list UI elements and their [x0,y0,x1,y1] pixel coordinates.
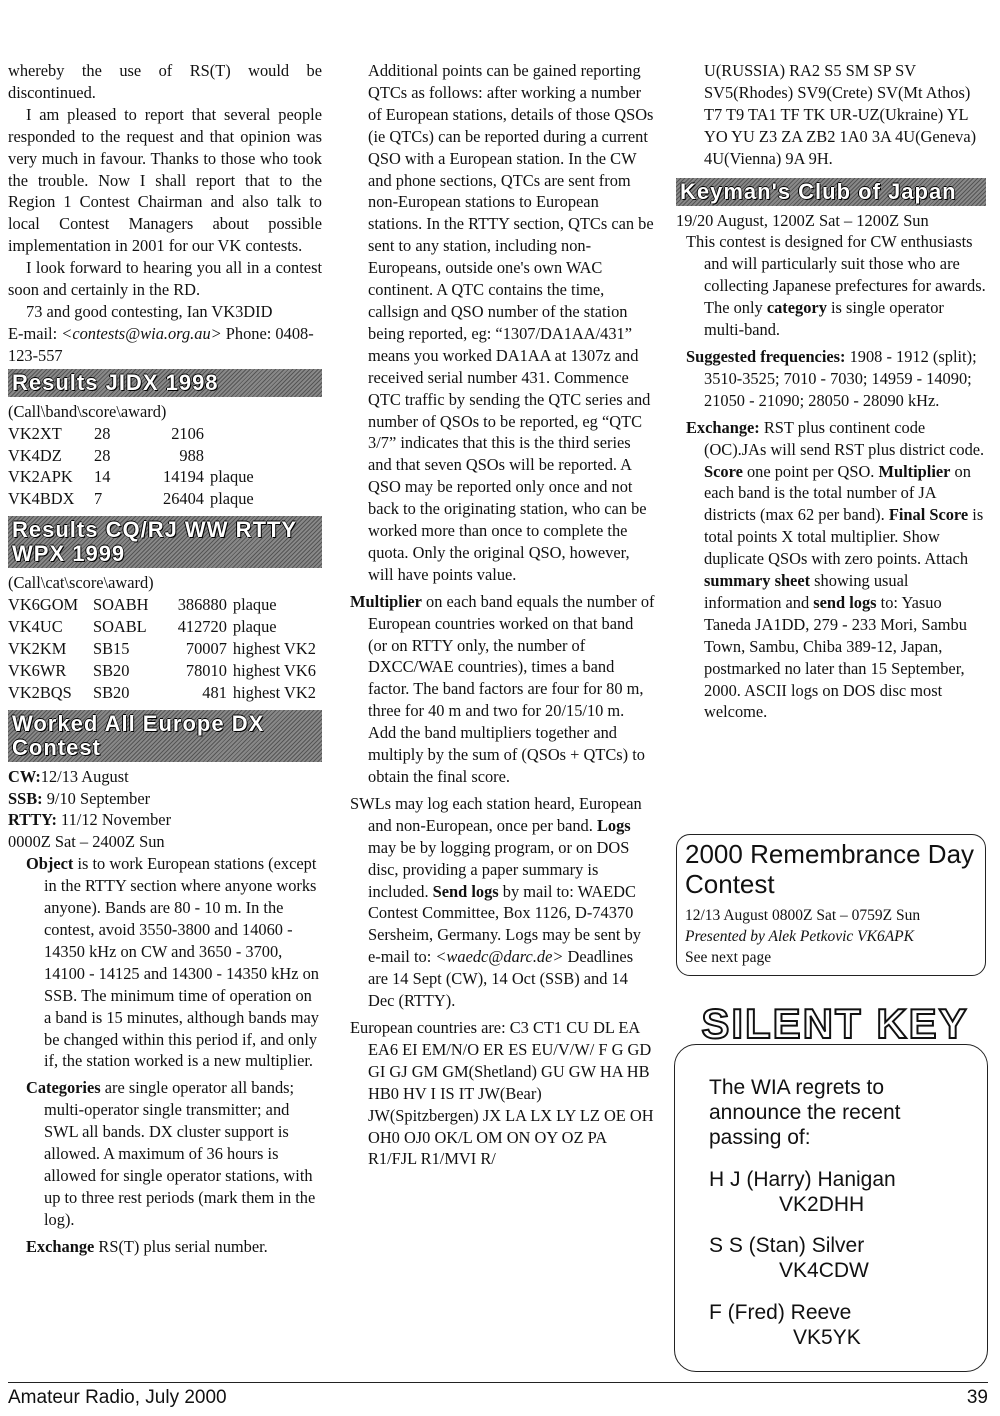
page-number: 39 [966,1387,988,1408]
award-cell: highest VK2 [232,638,316,658]
category-cell: SB20 [92,682,130,702]
silent-key-box [674,1044,988,1372]
contest-email: <contests@wia.org.au> [61,323,222,343]
award-cell [204,423,320,445]
result-row [8,616,322,638]
award-cell: highest VK2 [232,682,316,702]
callsign-cell: VK4DZ [8,445,62,465]
column-1 [8,60,322,1258]
kcj-date: 19/20 August, 1200Z Sat – 1200Z Sun [676,210,929,230]
jidx-columns: (Call\band\score\award) [8,401,167,421]
silent-key-person-name: S S (Stan) Silver [709,1234,865,1257]
category-cell: 28 [94,445,111,465]
score-cell: 70007 [185,638,227,658]
callsign-cell: VK6GOM [8,595,79,615]
multiplier-paragraph: Multiplier on each band equals the number of European countries worked on that band (or on RTTY only, the number of DXCC/WAE countries), times a band factor. The band factors are four for 80 m, three for 40 m and two for 20/15/10 m. Add the band multipliers together and multiply by the sum of (QSOs + QTCs) to obtain the final score. [350,591,655,786]
kcj-description: This contest is designed for CW enthusiasts and will particularly suit those who are collecting Japanese prefectures for awards. The only category is single operator multi-band. [686,232,986,340]
silent-key-person-call: VK5YK [793,1326,861,1349]
score-cell: 2106 [171,423,204,443]
page-footer [8,1382,988,1409]
countries-paragraph: European countries are: C3 CT1 CU DL EA EA6 EI EM/N/O ER ES EU/V/W/ F G GD GI GJ GM GM(Shetland) GU GW HA HB HB0 HV I IS IT JW(Bear) JW(Spitzbergen) JX LA LX LY LZ OE OH OH0 OJ0 OK/L OM ON OY OZ PA R1/FJL R1/MVI R/ [350,1017,654,1169]
jidx-results-table [8,423,320,511]
rtty-date: RTTY: 11/12 November [8,810,172,830]
result-row [8,488,320,510]
score-cell: 14194 [163,467,204,487]
callsign-cell: VK2BQS [8,682,72,702]
score-cell: 988 [179,445,204,465]
silent-key-person-name: H J (Harry) Hanigan [709,1168,896,1191]
silent-key-title: SILENT KEY [701,1000,969,1047]
swl-paragraph: SWLs may log each station heard, European and non-European, once per band. Logs may be by logging program, or on DOS disc, providing a paper summary is included. Send logs by mail to: WAEDC Contest Committee, Box 1126, D-74370 Sersheim, Germany. Logs may be sent by e-mail to: <waedc@darc.de> Deadlines are 14 Sept (CW), 14 Oct (SSB) and 14 Dec (RTTY). [350,793,642,1011]
cw-date: CW:12/13 August [8,766,129,786]
categories-paragraph: Categories are single operator all bands; multi-operator single transmitter; and SWL all bands. DX cluster support is allowed. A maximum of 36 hours is allowed for single operator stations, with up to three rest periods (mark them in the log). [26,1078,316,1229]
category-cell: SOABH [92,595,149,615]
category-cell: SOABL [92,617,147,637]
waedc-email: <waedc@darc.de> [435,947,564,967]
intro-paragraph: I look forward to hearing you all in a contest soon and certainly in the RD. [8,258,322,300]
award-cell: plaque [232,617,277,637]
kcj-exchange: Exchange: RST plus continent code (OC).JAs will send RST plus district code. Score one point per QSO. Multiplier on each band is the total number of JA districts (max 62 per band). Final Score is total points X total multiplier. Show duplicate QSOs with zero points. Attach summary sheet showing usual information and send logs to: Yasuo Taneda JA1DD, 279 - 233 Mori, Sambu Town, Sambu, Chiba 389-12, Japan, postmarked no later than 15 September, 2000. ASCII logs on DOS disc most welcome. [686,417,985,722]
category-cell: 7 [94,489,103,509]
award-cell: plaque [232,595,277,615]
result-row [8,638,322,660]
kcj-frequencies: Suggested frequencies: 1908 - 1912 (split); 3510-3525; 7010 - 7030; 14959 - 14090; 21050 - 21090; 28050 - 28090 kHz. [686,346,977,410]
rdc-see-next: See next page [685,949,772,966]
column-3 [676,60,986,723]
result-row [8,445,320,467]
contest-time: 0000Z Sat – 2400Z Sun [8,832,165,852]
callsign-cell: VK4BDX [8,489,75,509]
ssb-date: SSB: 9/10 September [8,788,151,808]
remembrance-day-box [676,834,986,976]
intro-paragraph: whereby the use of RS(T) would be discontinued. [8,61,322,102]
score-cell: 26404 [163,489,204,509]
category-cell: SB15 [92,638,130,658]
category-cell: 14 [94,467,111,487]
cqrj-heading: Results CQ/RJ WW RTTY WPX 1999 [8,516,322,568]
rdc-presenter: Presented by Alek Petkovic VK6APK [685,928,914,945]
score-cell: 481 [202,682,227,702]
contact-line: E-mail: <contests@wia.org.au> Phone: 0408-123-557 [8,323,314,365]
category-cell: SB20 [92,660,130,680]
callsign-cell: VK2APK [8,467,73,487]
silent-key-intro: The WIA regrets to announce the recent passing of: [709,1076,901,1149]
silent-key-person-call: VK4CDW [779,1259,869,1282]
result-row [8,423,320,445]
award-cell [204,445,320,467]
score-cell: 386880 [177,595,227,615]
cqrj-columns: (Call\cat\score\award) [8,573,154,593]
publication-title: Amateur Radio, July 2000 [8,1387,227,1408]
callsign-cell: VK2XT [8,423,62,443]
result-row [8,682,322,704]
silent-key-person-call: VK2DHH [779,1193,865,1216]
category-cell: 28 [94,423,111,443]
jidx-heading: Results JIDX 1998 [8,369,322,397]
countries-continued: U(RUSSIA) RA2 S5 SM SP SV SV5(Rhodes) SV9(Crete) SV(Mt Athos) T7 T9 TA1 TF TK UR-UZ(Ukraine) YL YO YU Z3 ZA ZB2 1A0 3A 4U(Geneva) 4U(Vienna) 9A 9H. [704,61,977,168]
callsign-cell: VK6WR [8,660,67,680]
signoff: 73 and good contesting, Ian VK3DID [26,301,273,321]
rdc-date: 12/13 August 0800Z Sat – 0759Z Sun [685,907,921,924]
result-row [8,594,322,616]
silent-key-person-name: F (Fred) Reeve [709,1301,852,1324]
object-paragraph: Object is to work European stations (except in the RTTY section where anyone works anyone). Bands are 80 - 10 m. In the contest, avoid 3550-3800 and 14060 - 14350 kHz on CW and 3650 - 3700, 14100 - 14125 and 14300 - 14350 kHz on SSB. The minimum time of operation on a band is 15 minutes, although bands may be changed within this period if, and only if, the station worked is a new multiplier. [26,854,319,1071]
score-cell: 78010 [185,660,227,680]
result-row [8,660,322,682]
exchange-paragraph: Exchange RS(T) plus serial number. [26,1236,268,1256]
column-2 [350,60,655,1170]
score-cell: 412720 [177,617,227,637]
award-cell: plaque [210,467,254,487]
waedc-heading: Worked All Europe DX Contest [8,710,322,762]
award-cell: highest VK6 [232,660,316,680]
qtc-paragraph: Additional points can be gained reporting QTCs as follows: after working a number of European stations, details of those QSOs (ie QTCs) can be reported during a current QSO with a European station. In the CW and phone sections, QTCs are sent from non-European stations to European stations. In the RTTY section, QTCs can be sent to any station, including non-Europeans, outside one's own WAC continent. A QTC contains the time, callsign and QSO number of the station being reported, eg: “1307/DA1AA/431” means you worked DA1AA at 1307z and received serial number 431. Commence QTC traffic by sending the QTC series and number of QSOs to be reported, eg “QTC 3/7” indicates that this is the third series and that seven QSOs will be reported. A QSO may be reported only once and not back to the originating station, who can be worked more than once to complete the quota. Only the original QSO, however, will have points value. [368,61,654,584]
kcj-heading: Keyman's Club of Japan [676,178,986,206]
rdc-title: 2000 Remembrance Day Contest [685,839,975,899]
result-row [8,466,320,488]
award-cell: plaque [210,489,254,509]
intro-paragraph: I am pleased to report that several people responded to the request and that opinion was very much in favour. Thanks to those who took the trouble. Now I shall report that to the Region 1 Contest Chairman and also talk to local Contest Managers about possible implementation in 2001 for our VK contests. [8,104,322,256]
callsign-cell: VK4UC [8,617,63,637]
callsign-cell: VK2KM [8,638,67,658]
cqrj-results-table [8,594,322,704]
